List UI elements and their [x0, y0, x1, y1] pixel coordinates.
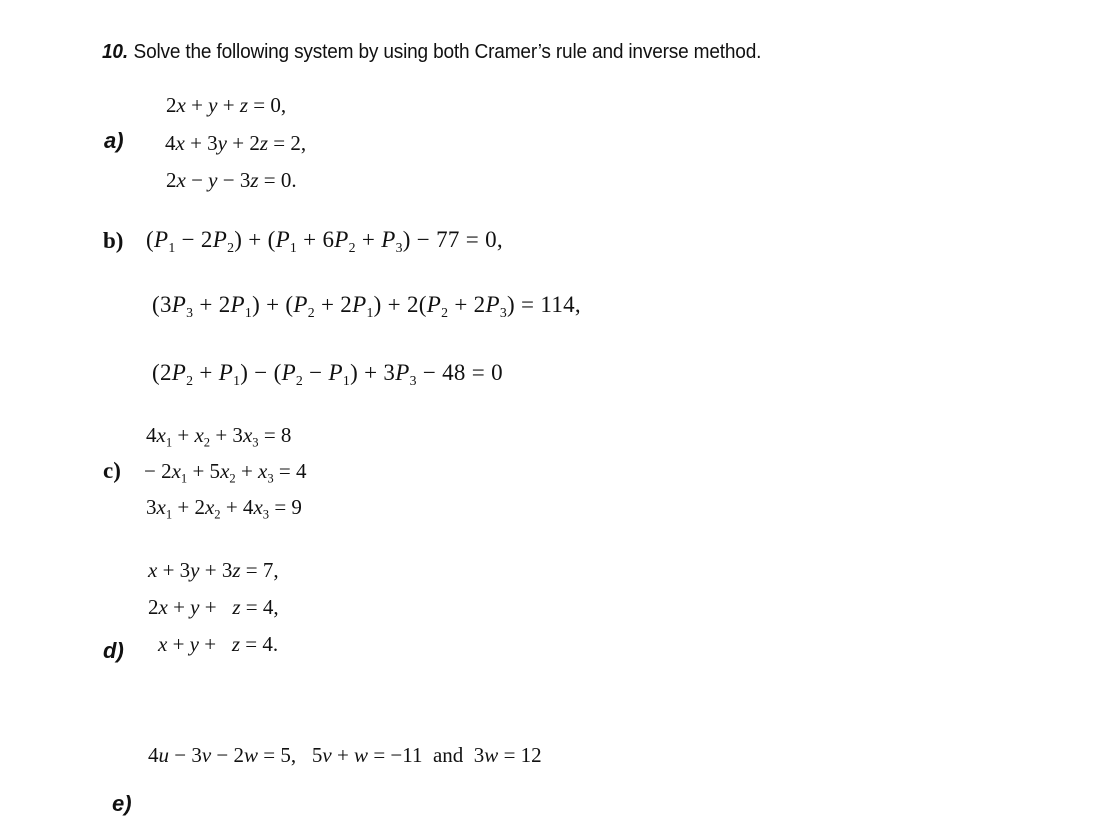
part-c-equation-2: − $2x_1 + 5x_2 + x_3 = 4$ — [144, 459, 307, 486]
part-b-equation-3: $(2P_2 + P_1) - (P_2 - P_1) + 3P_3 - 48 = 0$ — [152, 360, 503, 388]
problem-heading — [102, 40, 761, 64]
problem-number: 10. — [102, 40, 128, 63]
part-a-equation-2: 4x + 3y + 2z = 2, — [165, 131, 307, 155]
part-c-label: c) — [103, 458, 121, 483]
part-b-equation-2: $(3P_3 + 2P_1) + (P_2 + 2P_1) + 2(P_2 + 2P_3) = 114$, — [152, 292, 581, 320]
part-b-label: b) — [103, 228, 124, 253]
part-d-equation-1: x + 3y + 3z = 7, — [148, 558, 279, 582]
part-c-equation-3: $3x_1 + 2x_2 + 4x_3 = 9$ — [146, 495, 302, 522]
part-a-equation-3: 2x − y − 3z = 0. — [166, 168, 297, 192]
part-b-equation-1: $(P_1 - 2P_2) + (P_1 + 6P_2 + P_3) - 77 = 0$, — [146, 227, 503, 255]
part-a-equation-1: 2x + y + z = 0, — [166, 93, 287, 117]
part-a-label: a) — [104, 128, 124, 153]
part-c-equation-1: $4x_1 + x_2 + 3x_3 = 8$ — [146, 423, 292, 450]
problem-instruction: Solve the following system by using both Cramer’s rule and inverse method. — [133, 40, 762, 63]
part-e-equation-1: 4u − 3v − 2w = 5, 5v + w = −11 and 3w = 12 — [148, 743, 542, 767]
part-e-label: e) — [112, 791, 132, 816]
part-d-equation-3: x + y + z = 4. — [158, 632, 279, 656]
part-d-equation-2: 2x + y + z = 4, — [148, 595, 279, 619]
part-d-label: d) — [103, 638, 124, 663]
